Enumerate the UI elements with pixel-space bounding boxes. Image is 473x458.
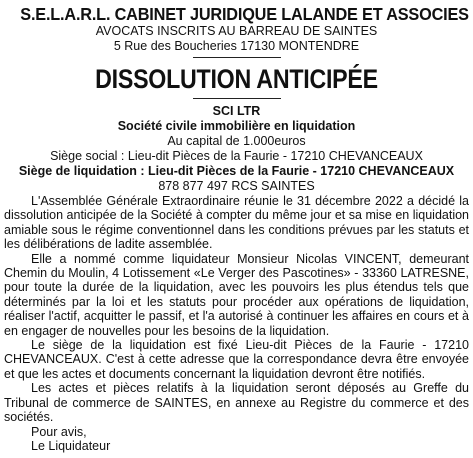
notice-title: DISSOLUTION ANTICIPÉE <box>95 64 378 94</box>
paragraph-filing: Les actes et pièces relatifs à la liquidation seront déposés au Greffe du Tribunal de commerce de SAINTES, en annexe au Registre du commerce et des sociétés. <box>4 381 469 425</box>
cabinet-subtitle: AVOCATS INSCRITS AU BARREAU DE SAINTES <box>95 24 378 38</box>
notice-body <box>4 194 469 425</box>
company-status: Société civile immobilière en liquidation <box>117 119 356 133</box>
company-rcs: 878 877 497 RCS SAINTES <box>158 179 315 193</box>
cabinet-address: 5 Rue des Boucheries 17130 MONTENDRE <box>113 39 360 53</box>
company-name: SCI LTR <box>212 104 261 118</box>
paragraph-decision: L'Assemblée Générale Extraordinaire réunie le 31 décembre 2022 a décidé la dissolution anticipée de la Société à compter du même jour et sa mise en liquidation amiable sous le régime conventionnel dans les conditions prévues par les statuts et les délibérations de ladite assemblée. <box>4 194 469 252</box>
paragraph-seat: Le siège de la liquidation est fixé Lieu-dit Pièces de la Faurie - 17210 CHEVANCEAUX. C'est à cette adresse que la correspondance devra être envoyée et que les actes et documents concernant la liquidation devront être notifiés. <box>4 338 469 381</box>
company-registered-office: Siège social : Lieu-dit Pièces de la Faurie - 17210 CHEVANCEAUX <box>50 149 423 163</box>
divider-top <box>193 57 281 58</box>
company-capital: Au capital de 1.000euros <box>167 134 306 148</box>
cabinet-name: S.E.L.A.R.L. CABINET JURIDIQUE LALANDE ET ASSOCIES <box>20 4 469 24</box>
divider-title <box>193 98 281 99</box>
closing-signatory: Le Liquidateur <box>31 438 111 453</box>
company-liquidation-office: Siège de liquidation : Lieu-dit Pièces de la Faurie - 17210 CHEVANCEAUX <box>18 164 455 178</box>
paragraph-liquidator: Elle a nommé comme liquidateur Monsieur Nicolas VINCENT, demeurant Chemin du Moulin, 4 Lotissement «Le Verger des Pascotines» - 33360 LATRESNE, pour toute la durée de la liquidation, avec les pouvoirs les plus étendus tels que déterminés par la loi et les statuts pour procéder aux opérations de liquidation, réaliser l'actif, acquitter le passif, et l'a autorisé à continuer les affaires en cours et à en engager de nouvelles pour les besoins de la liquidation. <box>4 251 469 338</box>
closing-salutation: Pour avis, <box>31 424 87 439</box>
